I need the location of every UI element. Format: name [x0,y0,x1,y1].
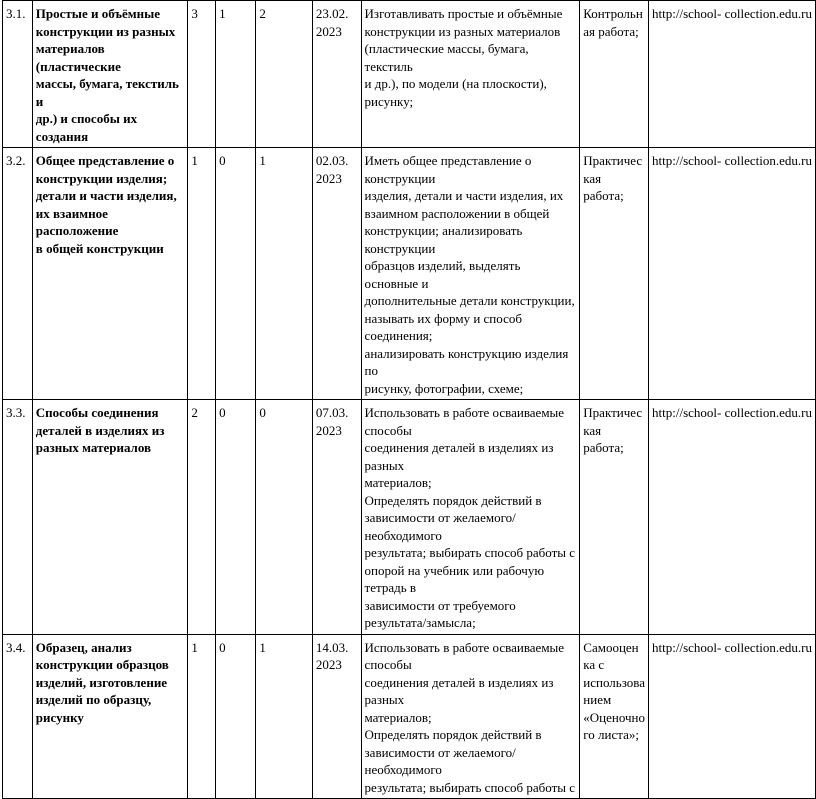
lesson-date: 07.03. 2023 [312,400,361,635]
row-number: 3.2. [3,148,33,400]
row-number: 3.3. [3,400,33,635]
resource-link[interactable]: http://school- collection.edu.ru [649,634,816,799]
control-form: Контрольн ая работа; [580,1,649,148]
lesson-date: 02.03. 2023 [312,148,361,400]
hours-practice: 1 [256,148,312,400]
hours-total: 1 [188,634,216,799]
hours-control: 0 [216,148,256,400]
hours-control: 0 [216,400,256,635]
hours-total: 3 [188,1,216,148]
hours-total: 2 [188,400,216,635]
topic-title: Простые и объёмные конструкции из разных материалов (пластические массы, бумага, текстиль и др.) и способы их создания [32,1,188,148]
hours-practice: 0 [256,400,312,635]
table-row [3,634,816,799]
topic-title: Способы соединения деталей в изделиях из разных материалов [32,400,188,635]
activity-description: Использовать в работе осваиваемые способы соединения деталей в изделиях из разных материалов; Определять порядок действий в зависимости от желаемого/необходимого результата; выбирать способ работы с опорой на учебник или рабочую тетрадь в зависимости от требуемого результата/замысла; [361,400,580,635]
activity-description: Иметь общее представление о конструкции изделия, детали и части изделия, их взаимном расположении в общей конструкции; анализировать конструкции образцов изделий, выделять основные и дополнительные детали конструкции, называть их форму и способ соединения; анализировать конструкцию изделия по рисунку, фотографии, схеме; [361,148,580,400]
row-number: 3.4. [3,634,33,799]
resource-link[interactable]: http://school- collection.edu.ru [649,148,816,400]
table-row [3,148,816,400]
hours-practice: 1 [256,634,312,799]
activity-description: Изготавливать простые и объёмные конструкции из разных материалов (пластические массы, бумага, текстиль и др.), по модели (на плоскости), рисунку; [361,1,580,148]
hours-control: 1 [216,1,256,148]
topic-title: Образец, анализ конструкции образцов изделий, изготовление изделий по образцу, рисунку [32,634,188,799]
control-form: Самооцен ка с использова нием «Оценочно го листа»; [580,634,649,799]
row-number: 3.1. [3,1,33,148]
activity-description: Использовать в работе осваиваемые способы соединения деталей в изделиях из разных материалов; Определять порядок действий в зависимости от желаемого/необходимого результата; выбирать способ работы с [361,634,580,799]
resource-link[interactable]: http://school- collection.edu.ru [649,1,816,148]
lesson-date: 23.02. 2023 [312,1,361,148]
table-row [3,1,816,148]
hours-control: 0 [216,634,256,799]
hours-practice: 2 [256,1,312,148]
table-row [3,400,816,635]
lesson-date: 14.03. 2023 [312,634,361,799]
control-form: Практичес кая работа; [580,148,649,400]
hours-total: 1 [188,148,216,400]
control-form: Практичес кая работа; [580,400,649,635]
lesson-plan-table [2,0,816,799]
topic-title: Общее представление о конструкции изделия; детали и части изделия, их взаимное расположение в общей конструкции [32,148,188,400]
resource-link[interactable]: http://school- collection.edu.ru [649,400,816,635]
